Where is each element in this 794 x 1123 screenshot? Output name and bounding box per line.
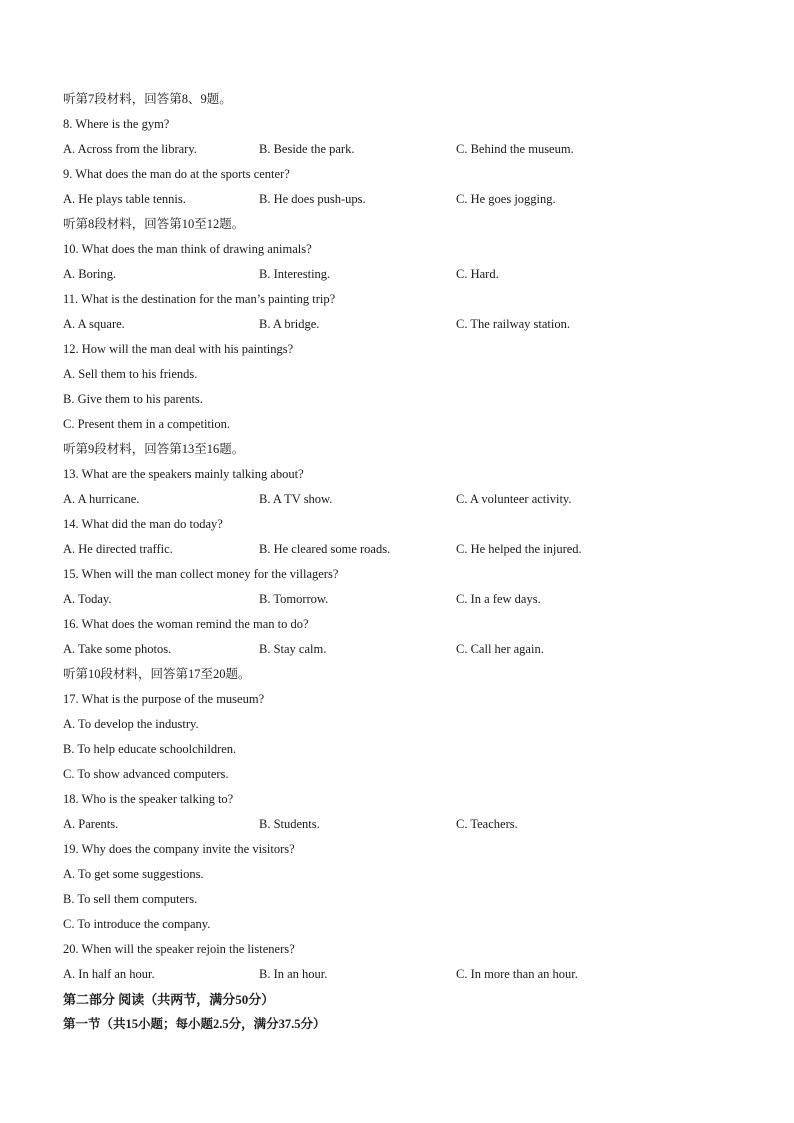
option-a: A. Today. [63,592,112,606]
option-a: A. Parents. [63,817,119,831]
option-c: C. Present them in a competition. [63,417,230,431]
options-row [63,537,743,562]
section-instruction: 听第7段材料，回答第8、9题。 [63,92,232,106]
question-17: 17. What is the purpose of the museum? [63,692,265,706]
option-a: A. Sell them to his friends. [63,367,198,381]
question-10: 10. What does the man think of drawing animals? [63,242,312,256]
option-a: A. A hurricane. [63,492,140,506]
option-c: C. To introduce the company. [63,917,211,931]
option-c: C. Behind the museum. [456,142,574,156]
option-a: A. A square. [63,317,125,331]
question-16: 16. What does the woman remind the man to do? [63,617,309,631]
question-18: 18. Who is the speaker talking to? [63,792,234,806]
section-instruction: 听第9段材料，回答第13至16题。 [63,442,245,456]
option-a: A. To get some suggestions. [63,867,204,881]
question-20: 20. When will the speaker rejoin the listeners? [63,942,295,956]
question-12: 12. How will the man deal with his paintings? [63,342,294,356]
question-15: 15. When will the man collect money for the villagers? [63,567,339,581]
option-b: B. Students. [259,817,320,831]
option-b: B. Beside the park. [259,142,355,156]
option-a: A. Take some photos. [63,642,172,656]
option-b: B. To sell them computers. [63,892,198,906]
option-c: C. Call her again. [456,642,544,656]
options-row [63,187,743,212]
option-a: A. To develop the industry. [63,717,199,731]
question-9: 9. What does the man do at the sports center? [63,167,290,181]
section-instruction: 听第8段材料，回答第10至12题。 [63,217,245,231]
section-one-heading: 第一节（共15小题；每小题2.5分，满分37.5分） [63,1017,326,1031]
option-c: C. Teachers. [456,817,518,831]
option-a: A. In half an hour. [63,967,155,981]
option-a: A. He plays table tennis. [63,192,186,206]
question-11: 11. What is the destination for the man’s painting trip? [63,292,336,306]
question-14: 14. What did the man do today? [63,517,223,531]
option-a: A. Boring. [63,267,117,281]
options-row [63,637,743,662]
options-row [63,262,743,287]
option-b: B. A TV show. [259,492,333,506]
option-b: B. Stay calm. [259,642,327,656]
part-two-heading: 第二部分 阅读（共两节，满分50分） [63,992,275,1007]
option-c: C. The railway station. [456,317,570,331]
question-8: 8. Where is the gym? [63,117,170,131]
option-b: B. He cleared some roads. [259,542,391,556]
option-c: C. He helped the injured. [456,542,582,556]
option-a: A. Across from the library. [63,142,197,156]
option-b: B. Tomorrow. [259,592,329,606]
option-c: C. In a few days. [456,592,541,606]
options-row [63,487,743,512]
option-b: B. He does push-ups. [259,192,366,206]
option-b: B. Give them to his parents. [63,392,203,406]
option-c: C. A volunteer activity. [456,492,572,506]
option-c: C. He goes jogging. [456,192,556,206]
options-row [63,962,743,987]
option-c: C. Hard. [456,267,499,281]
options-row [63,587,743,612]
options-row [63,137,743,162]
option-b: B. To help educate schoolchildren. [63,742,237,756]
option-c: C. In more than an hour. [456,967,578,981]
question-13: 13. What are the speakers mainly talking about? [63,467,304,481]
option-c: C. To show advanced computers. [63,767,229,781]
options-row [63,312,743,337]
option-a: A. He directed traffic. [63,542,173,556]
option-b: B. Interesting. [259,267,331,281]
question-19: 19. Why does the company invite the visitors? [63,842,295,856]
option-b: B. A bridge. [259,317,320,331]
exam-page [63,87,743,1037]
option-b: B. In an hour. [259,967,328,981]
options-row [63,812,743,837]
section-instruction: 听第10段材料，回答第17至20题。 [63,667,251,681]
